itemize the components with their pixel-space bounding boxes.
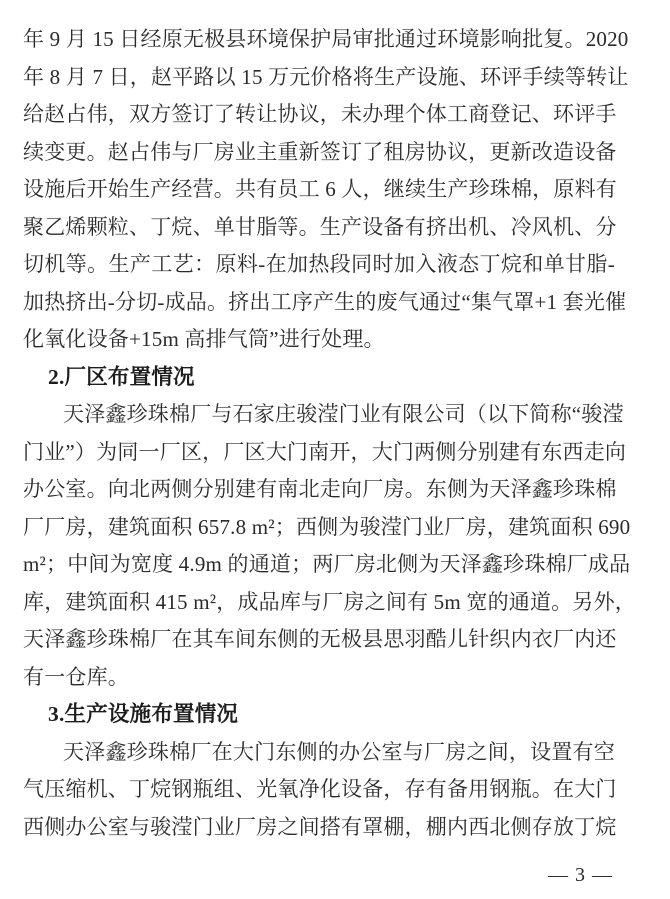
body-line: 续变更。赵占伟与厂房业主重新签订了租房协议，更新改造设备 [23,139,617,164]
body-line: 天泽鑫珍珠棉厂与石家庄骏滢门业有限公司（以下简称“骏滢 [63,402,624,426]
body-line: m²；中间为宽度 4.9m 的通道；两厂房北侧为天泽鑫珍珠棉厂成品 [23,552,631,576]
page-number: — 3 — [548,864,613,886]
body-line: 厂厂房，建筑面积 657.8 m²；西侧为骏滢门业厂房，建筑面积 690 [23,514,631,539]
body-paragraph-history [23,21,629,359]
body-line: 西侧办公室与骏滢门业厂房之间搭有罩棚，棚内西北侧存放丁烷 [23,814,617,839]
body-line: 办公室。向北两侧分别建有南北走向厂房。东侧为天泽鑫珍珠棉 [23,477,617,501]
body-paragraph-plant-layout [23,396,636,696]
body-line: 给赵占伟，双方签订了转让协议，未办理个体工商登记、环评手 [23,102,617,126]
body-line: 年 8 月 7 日，赵平路以 15 万元价格将生产设施、环评手续等转让 [23,64,629,89]
section-heading-plant-layout: 2.厂区布置情况 [48,364,195,389]
body-line: 切机等。生产工艺：原料-在加热段同时加入液态丁烷和单甘脂- [23,252,615,276]
body-line: 库，建筑面积 415 m²，成品库与厂房之间有 5m 宽的通道。另外， [23,589,636,614]
section-heading-production-facilities: 3.生产设施布置情况 [48,702,239,726]
body-line: 化氧化设备+15m 高排气筒”进行处理。 [23,327,385,351]
body-line: 聚乙烯颗粒、丁烷、单甘脂等。生产设备有挤出机、冷风机、分 [23,214,617,239]
body-line: 天泽鑫珍珠棉厂在其车间东侧的无极县思羽酷儿针织内衣厂内还 [23,627,617,651]
body-paragraph-production-facilities [23,734,615,847]
body-line: 有一仓库。 [23,664,129,689]
body-line: 年 9 月 15 日经原无极县环境保护局审批通过环境影响批复。2020 [23,27,629,51]
body-line: 气压缩机、丁烷钢瓶组、光氧净化设备，存有备用钢瓶。在大门 [23,777,617,801]
body-line: 设施后开始生产经营。共有员工 6 人，继续生产珍珠棉，原料有 [23,177,617,201]
body-line: 门业”）为同一厂区，厂区大门南开，大门两侧分别建有东西走向 [23,439,627,464]
document-body [23,21,636,846]
body-line: 天泽鑫珍珠棉厂在大门东侧的办公室与厂房之间，设置有空 [63,739,615,764]
body-line: 加热挤出-分切-成品。挤出工序产生的废气通过“集气罩+1 套光催 [23,289,627,314]
